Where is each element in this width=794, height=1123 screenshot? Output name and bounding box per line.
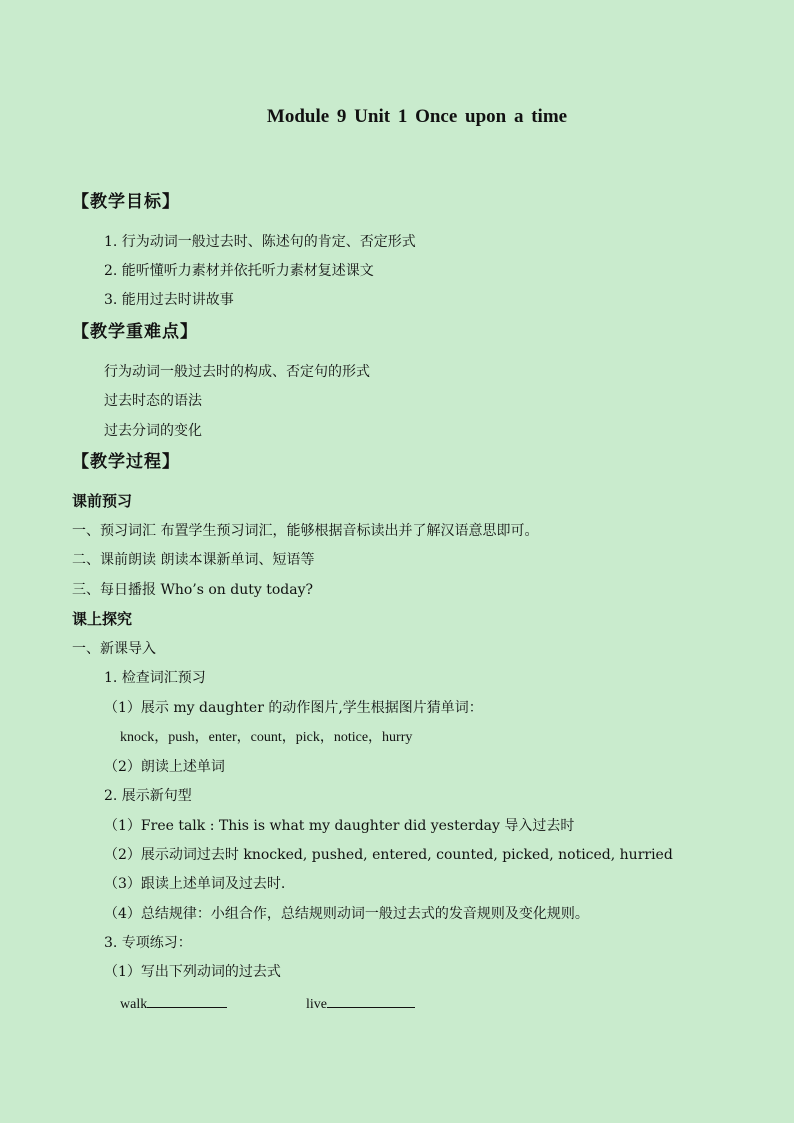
objective-item-3: 3. 能用过去时讲故事 <box>104 292 234 308</box>
blank-word-walk: walk <box>120 997 148 1012</box>
document-title: Module 9 Unit 1 Once upon a time <box>266 106 568 127</box>
preview-item-3: 三、每日播报 Who’s on duty today? <box>72 582 314 598</box>
objective-item-2: 2. 能听懂听力素材并依托听力素材复述课文 <box>104 263 374 279</box>
explore-heading: 课上探究 <box>72 610 133 628</box>
objectives-heading: 【教学目标】 <box>72 192 180 212</box>
fill-blank-1 <box>120 993 227 1015</box>
difficulty-item-2: 过去时态的语法 <box>104 393 202 409</box>
explore-section-1: 一、新课导入 <box>72 641 156 657</box>
explore-step-2: 2. 展示新句型 <box>104 788 192 804</box>
difficulty-item-1: 行为动词一般过去时的构成、否定句的形式 <box>104 364 370 380</box>
explore-step-1b: （2）朗读上述单词 <box>104 759 225 775</box>
explore-step-3a: （1）写出下列动词的过去式 <box>104 964 281 980</box>
preview-item-1: 一、预习词汇 布置学生预习词汇，能够根据音标读出并了解汉语意思即可。 <box>72 523 539 539</box>
answer-blank-1[interactable] <box>147 993 227 1008</box>
explore-step-1: 1. 检查词汇预习 <box>104 670 206 686</box>
explore-step-2b: （2）展示动词过去时 knocked, pushed, entered, counted, picked, noticed, hurried <box>104 847 673 863</box>
difficulties-heading: 【教学重难点】 <box>72 322 198 342</box>
explore-step-2d: （4）总结规律：小组合作，总结规则动词一般过去式的发音规则及变化规则。 <box>104 906 589 922</box>
explore-step-1a: （1）展示 my daughter 的动作图片,学生根据图片猜单词： <box>104 700 483 716</box>
explore-step-2a: （1）Free talk : This is what my daughter did yesterday 导入过去时 <box>104 818 575 834</box>
preview-heading: 课前预习 <box>72 492 133 510</box>
explore-step-3: 3. 专项练习： <box>104 935 192 951</box>
preview-item-2: 二、课前朗读 朗读本课新单词、短语等 <box>72 552 315 568</box>
objective-item-1: 1. 行为动词一般过去时、陈述句的肯定、否定形式 <box>104 234 416 250</box>
answer-blank-2[interactable] <box>327 993 415 1008</box>
blank-word-live: live <box>306 997 327 1012</box>
process-heading: 【教学过程】 <box>72 452 180 472</box>
fill-blank-2 <box>306 993 415 1015</box>
word-list: knock，push，enter，count，pick，notice，hurry <box>120 730 413 745</box>
difficulty-item-3: 过去分词的变化 <box>104 423 202 439</box>
explore-step-2c: （3）跟读上述单词及过去时. <box>104 876 286 892</box>
